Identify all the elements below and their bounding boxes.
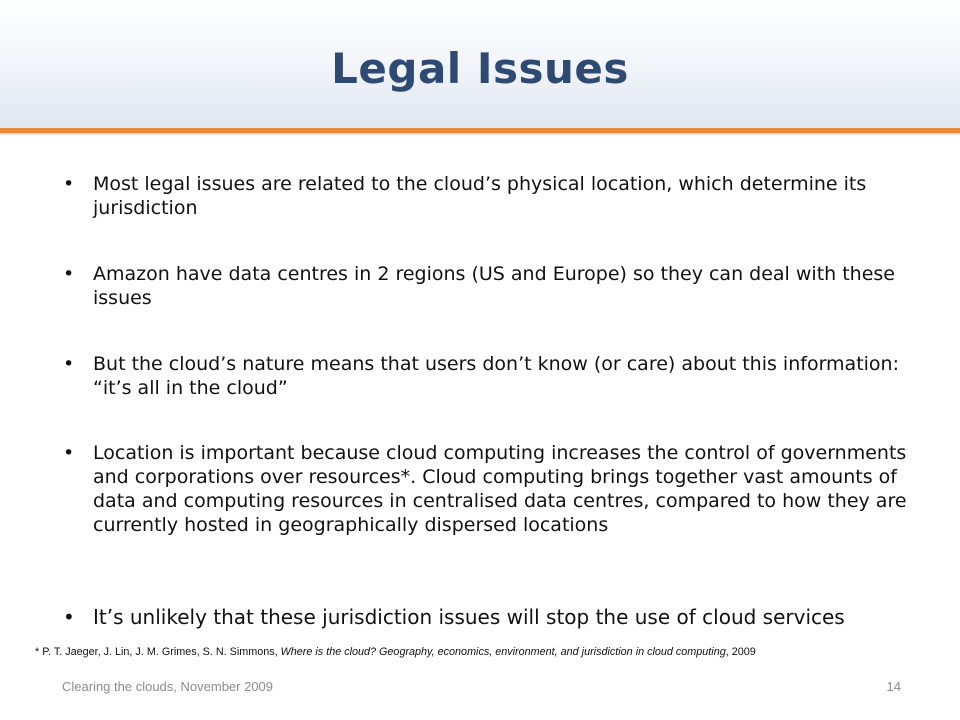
slide-title: Legal Issues [331, 44, 629, 93]
bullet-item [63, 262, 913, 310]
bullet-point-icon: • [63, 605, 75, 629]
page-number: 14 [886, 679, 901, 694]
bullet-point-icon: • [63, 263, 75, 285]
bullet-point-icon: • [63, 353, 75, 375]
bullet-item [63, 172, 913, 220]
bullet-text: It’s unlikely that these jurisdiction issues will stop the use of cloud services [93, 605, 845, 629]
bullet-point-icon: • [63, 173, 75, 195]
footer-caption: Clearing the clouds, November 2009 [62, 679, 274, 694]
bullet-item [63, 441, 913, 537]
bullet-text: Amazon have data centres in 2 regions (US and Europe) so they can deal with these issues [93, 263, 895, 309]
bullet-text: But the cloud’s nature means that users don’t know (or care) about this information: “it’s all in the cloud” [93, 353, 899, 399]
footnote-paper-title: Where is the cloud? Geography, economics, environment, and jurisdiction in cloud computing [280, 646, 726, 658]
bullet-text: Most legal issues are related to the cloud’s physical location, which determine its jurisdiction [93, 173, 867, 219]
footnote-year: , 2009 [725, 646, 756, 658]
bullet-item [63, 605, 943, 629]
footnote [35, 646, 935, 658]
bullet-item [63, 352, 913, 400]
bullet-point-icon: • [63, 442, 75, 464]
bullet-text: Location is important because cloud computing increases the control of governments and corporations over resources*. Cloud computing brings together vast amounts of data and computing resources in centralised data centres, compared to how they are currently hosted in geographically dispersed locations [93, 442, 907, 536]
footnote-authors: * P. T. Jaeger, J. Lin, J. M. Grimes, S. N. Simmons, [35, 646, 281, 658]
